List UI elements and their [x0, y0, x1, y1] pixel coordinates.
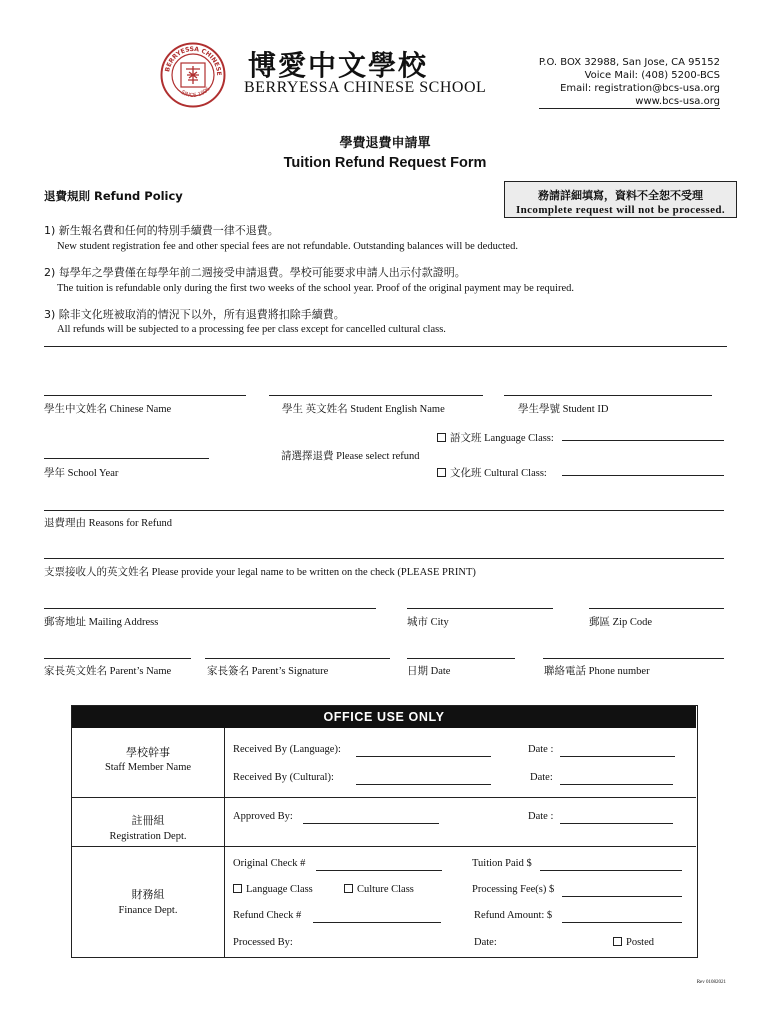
select-refund-label: 請選擇退費 Please select refund — [281, 451, 420, 462]
office-use-heading: OFFICE USE ONLY — [72, 706, 696, 728]
school-year-field[interactable] — [44, 458, 209, 459]
culture-class-office-label: Culture Class — [357, 884, 414, 895]
table-row-divider — [72, 797, 696, 798]
incomplete-warning-box — [504, 181, 737, 218]
address: P.O. BOX 32988, San Jose, CA 95152 — [538, 57, 720, 68]
language-class-office-label: Language Class — [246, 884, 313, 895]
posted-label: Posted — [626, 937, 655, 948]
form-title-english: Tuition Refund Request Form — [283, 155, 487, 171]
city-label: 城市 City — [407, 617, 449, 628]
school-name-chinese: 博愛中文學校 — [248, 49, 429, 82]
received-cultural-date-field[interactable] — [560, 784, 673, 785]
approved-by-label: Approved By: — [233, 811, 293, 822]
svg-text:SINCE 1996: SINCE 1996 — [179, 86, 212, 99]
parent-name-field[interactable] — [44, 658, 191, 659]
language-class-check-option[interactable] — [233, 884, 313, 895]
original-check-label: Original Check # — [233, 858, 306, 869]
processed-date-label: Date: — [474, 937, 497, 948]
finance-label-chinese: 財務組 — [131, 888, 165, 901]
mailing-address-label: 郵寄地址 Mailing Address — [44, 617, 159, 628]
payee-name-label: 支票接收人的英文姓名 Please provide your legal name to be written on the check (PLEASE PRINT) — [44, 567, 476, 578]
parent-signature-field[interactable] — [205, 658, 390, 659]
warning-english: Incomplete request will not be processed. — [515, 204, 726, 216]
svg-text:BERRYESSA CHINESE SCHOOL: BERRYESSA CHINESE — [164, 45, 223, 76]
refund-check-field[interactable] — [313, 922, 441, 923]
website: www.bcs-usa.org — [539, 95, 720, 109]
table-column-divider — [224, 728, 225, 957]
school-seal-logo — [160, 42, 226, 108]
refund-check-label: Refund Check # — [233, 910, 302, 921]
policy-rule-2-chinese: 2) 每學年之學費僅在每學年前二週接受申請退費。學校可能要求申請人出示付款證明。 — [44, 266, 466, 279]
contact-info — [539, 56, 720, 109]
english-name-label: 學生 英文姓名 Student English Name — [282, 404, 445, 415]
parent-name-label: 家長英文姓名 Parent’s Name — [44, 666, 172, 677]
processed-by-label: Processed By: — [233, 937, 293, 948]
approved-by-field[interactable] — [303, 823, 439, 824]
reasons-field[interactable] — [44, 510, 724, 511]
date-field[interactable] — [407, 658, 515, 659]
policy-rule-3-chinese: 3) 除非文化班被取消的情況下以外，所有退費將扣除手續費。 — [44, 308, 345, 321]
culture-class-check-option[interactable] — [344, 884, 414, 895]
staff-label-english: Staff Member Name — [104, 762, 192, 773]
parent-signature-label: 家長簽名 Parent’s Signature — [207, 666, 329, 677]
cultural-class-field[interactable] — [562, 475, 724, 476]
finance-label-english: Finance Dept. — [118, 905, 178, 916]
received-cultural-date-label: Date: — [530, 772, 553, 783]
received-language-field[interactable] — [356, 756, 491, 757]
section-divider — [44, 346, 727, 347]
language-class-checkbox[interactable] — [437, 433, 446, 442]
phone-label: 聯絡電話 Phone number — [544, 666, 650, 677]
zip-code-label: 郵區 Zip Code — [589, 617, 652, 628]
table-row-divider — [72, 846, 696, 847]
voice-mail: Voice Mail: (408) 5200-BCS — [584, 70, 720, 81]
received-cultural-label: Received By (Cultural): — [233, 772, 334, 783]
english-name-field[interactable] — [269, 395, 483, 396]
culture-class-office-checkbox[interactable] — [344, 884, 353, 893]
warning-chinese: 務請詳細填寫，資料不全恕不受理 — [538, 189, 703, 202]
approved-date-field[interactable] — [560, 823, 673, 824]
student-id-label: 學生學號 Student ID — [518, 404, 609, 415]
city-field[interactable] — [407, 608, 553, 609]
chinese-name-label: 學生中文姓名 Chinese Name — [44, 404, 172, 415]
form-title-chinese: 學費退費申請單 — [339, 136, 431, 151]
policy-rule-1-chinese: 1) 新生報名費和任何的特別手續費一律不退費。 — [44, 224, 279, 237]
registration-label-chinese: 註冊組 — [131, 814, 165, 827]
language-class-label: 語文班 Language Class: — [450, 433, 554, 444]
policy-rule-1-english: New student registration fee and other special fees are not refundable. Outstanding balances will be deducted. — [57, 241, 518, 252]
payee-name-field[interactable] — [44, 558, 724, 559]
original-check-field[interactable] — [316, 870, 442, 871]
tuition-paid-label: Tuition Paid $ — [472, 858, 532, 869]
tuition-paid-field[interactable] — [540, 870, 682, 871]
received-language-date-label: Date : — [528, 744, 554, 755]
received-cultural-field[interactable] — [356, 784, 491, 785]
reasons-label: 退費理由 Reasons for Refund — [44, 518, 173, 529]
approved-date-label: Date : — [528, 811, 554, 822]
cultural-class-label: 文化班 Cultural Class: — [450, 468, 547, 479]
cultural-class-checkbox[interactable] — [437, 468, 446, 477]
date-label: 日期 Date — [407, 666, 451, 677]
zip-code-field[interactable] — [589, 608, 724, 609]
chinese-name-field[interactable] — [44, 395, 246, 396]
refund-amount-label: Refund Amount: $ — [474, 910, 553, 921]
policy-rule-2-english: The tuition is refundable only during the first two weeks of the school year. Proof of the original payment may be required. — [57, 283, 574, 294]
registration-label-english: Registration Dept. — [109, 831, 187, 842]
language-class-option[interactable] — [437, 430, 554, 445]
office-use-table — [71, 705, 698, 958]
processing-fee-field[interactable] — [562, 896, 682, 897]
revision-number: Rev 01082021 — [696, 980, 726, 985]
received-language-label: Received By (Language): — [233, 744, 341, 755]
language-class-field[interactable] — [562, 440, 724, 441]
student-id-field[interactable] — [504, 395, 712, 396]
posted-checkbox[interactable] — [613, 937, 622, 946]
phone-field[interactable] — [543, 658, 724, 659]
mailing-address-field[interactable] — [44, 608, 376, 609]
processing-fee-label: Processing Fee(s) $ — [472, 884, 555, 895]
staff-label-chinese: 學校幹事 — [126, 746, 170, 759]
school-year-label: 學年 School Year — [44, 468, 119, 479]
cultural-class-option[interactable] — [437, 465, 547, 480]
refund-policy-heading: 退費規則 Refund Policy — [44, 189, 183, 203]
refund-amount-field[interactable] — [562, 922, 682, 923]
posted-option[interactable] — [613, 937, 654, 948]
policy-rule-3-english: All refunds will be subjected to a processing fee per class except for cancelled cultural class. — [57, 324, 446, 335]
email: Email: registration@bcs-usa.org — [560, 83, 720, 94]
school-name-english: BERRYESSA CHINESE SCHOOL — [244, 79, 487, 96]
received-language-date-field[interactable] — [560, 756, 675, 757]
language-class-office-checkbox[interactable] — [233, 884, 242, 893]
